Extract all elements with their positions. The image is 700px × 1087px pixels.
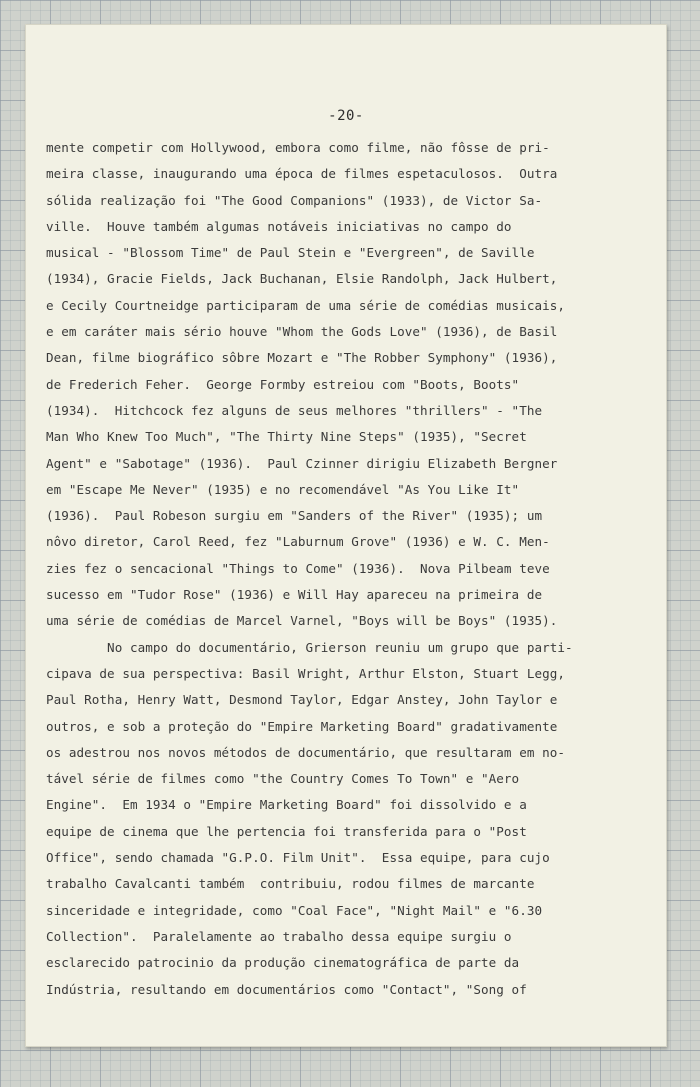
text-line: sinceridade e integridade, como "Coal Face", "Night Mail" e "6.30 [46,902,543,918]
text-line: outros, e sob a proteção do "Empire Marketing Board" gradativamente [46,718,558,734]
text-line: equipe de cinema que lhe pertencia foi transferida para o "Post [46,823,527,839]
text-line: e em caráter mais sério houve "Whom the Gods Love" (1936), de Basil [46,324,558,340]
text-line: Man Who Knew Too Much", "The Thirty Nine Steps" (1935), "Secret [46,429,527,445]
typed-page [25,24,667,1047]
text-line: zies fez o sencacional "Things to Come" (1936). Nova Pilbeam teve [46,560,550,576]
page-number: -20- [328,108,364,124]
text-line: em "Escape Me Never" (1935) e no recomendável "As You Like It" [46,481,520,497]
text-line: cipava de sua perspectiva: Basil Wright, Arthur Elston, Stuart Legg, [46,665,565,681]
text-line: sólida realização foi "The Good Companions" (1933), de Victor Sa- [46,192,543,208]
text-line: mente competir com Hollywood, embora como filme, não fôsse de pri- [46,140,550,155]
text-line: uma série de comédias de Marcel Varnel, "Boys will be Boys" (1935). [46,613,558,629]
text-line: Indústria, resultando em documentários como "Contact", "Song of [46,981,527,997]
text-line: meira classe, inaugurando uma época de filmes espetaculosos. Outra [46,166,558,182]
text-line: tável série de filmes como "the Country Comes To Town" e "Aero [46,771,520,787]
text-line: e Cecily Courtneidge participaram de uma série de comédias musicais, [46,297,565,313]
text-line: (1934). Hitchcock fez alguns de seus melhores "thrillers" - "The [46,402,543,418]
text-line: trabalho Cavalcanti também contribuiu, rodou filmes de marcante [46,876,535,892]
text-line: os adestrou nos novos métodos de documentário, que resultaram em no- [46,744,565,760]
text-line: esclarecido patrocinio da produção cinematográfica de parte da [46,955,520,971]
text-line: (1934), Gracie Fields, Jack Buchanan, Elsie Randolph, Jack Hulbert, [46,271,558,287]
text-line: ville. Houve também algumas notáveis iniciativas no campo do [46,218,512,234]
text-line: musical - "Blossom Time" de Paul Stein e "Evergreen", de Saville [46,245,535,261]
text-line: nôvo diretor, Carol Reed, fez "Laburnum Grove" (1936) e W. C. Men- [46,534,550,550]
text-line: de Frederich Feher. George Formby estreiou com "Boots, Boots" [46,376,520,392]
text-line: Engine". Em 1934 o "Empire Marketing Board" foi dissolvido e a [46,797,527,813]
text-line: sucesso em "Tudor Rose" (1936) e Will Hay apareceu na primeira de [46,587,543,603]
text-line: No campo do documentário, Grierson reuniu um grupo que parti- [46,639,573,655]
body-text [46,135,656,1003]
text-line: Agent" e "Sabotage" (1936). Paul Czinner dirigiu Elizabeth Bergner [46,455,558,471]
text-line: Office", sendo chamada "G.P.O. Film Unit". Essa equipe, para cujo [46,850,550,866]
text-line: (1936). Paul Robeson surgiu em "Sanders of the River" (1935); um [46,508,543,524]
text-line: Dean, filme biográfico sôbre Mozart e "The Robber Symphony" (1936), [46,350,558,366]
text-line: Collection". Paralelamente ao trabalho dessa equipe surgiu o [46,928,512,944]
text-line: Paul Rotha, Henry Watt, Desmond Taylor, Edgar Anstey, John Taylor e [46,692,558,708]
